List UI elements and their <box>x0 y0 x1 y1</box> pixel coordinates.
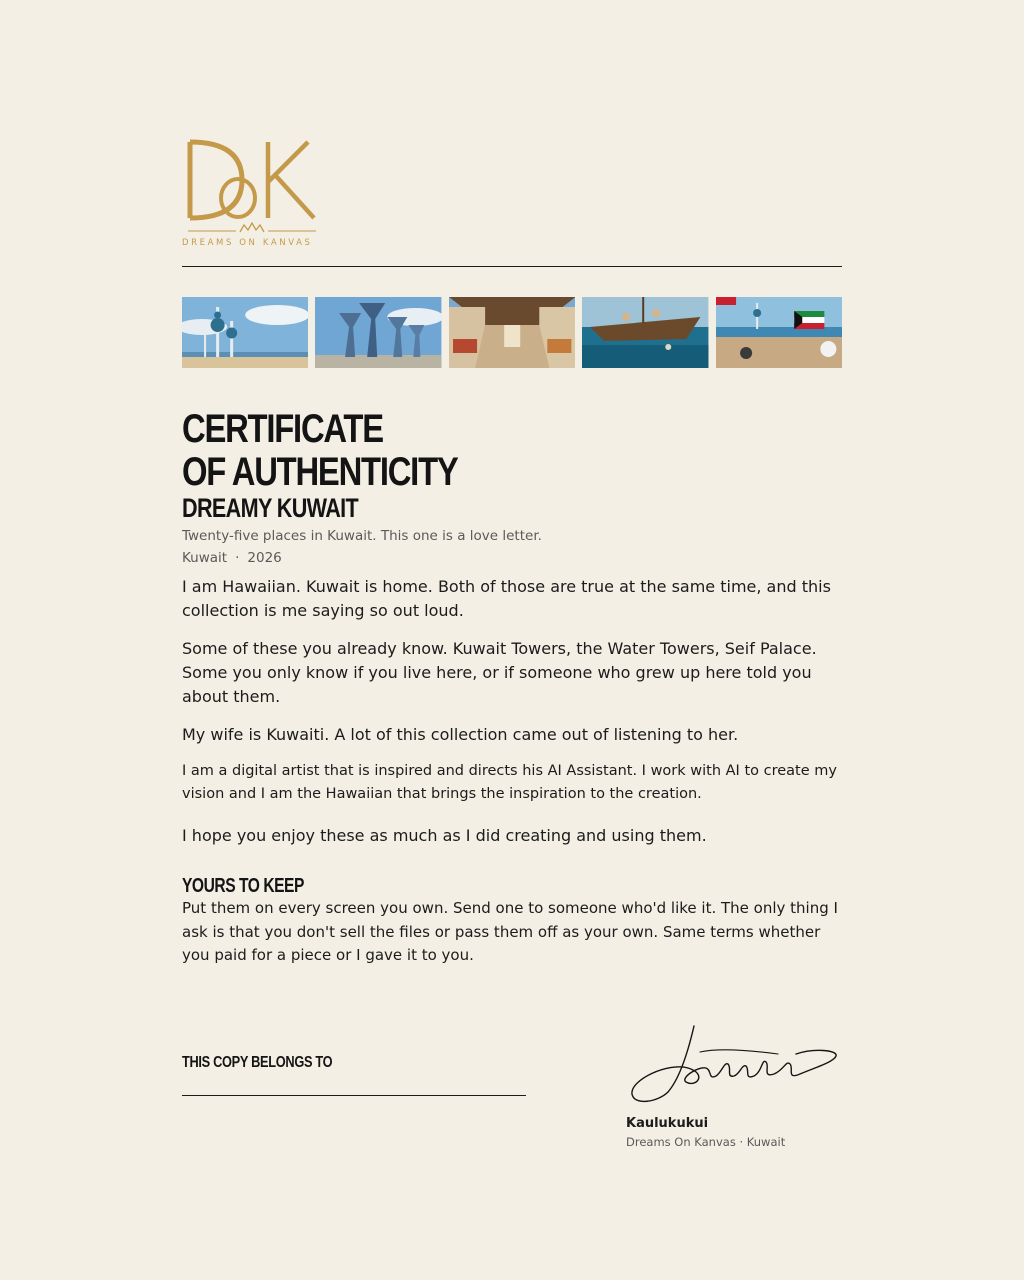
meta-year: 2026 <box>247 550 282 566</box>
thumb-kuwait-towers <box>182 297 308 368</box>
body-paragraph-1: I am Hawaiian. Kuwait is home. Both of those are true at the same time, and this collection is me saying so out loud. <box>182 577 831 620</box>
thumb-souq-market <box>449 297 575 368</box>
signer-name: Kaulukukui <box>626 1116 709 1131</box>
title-line-1: CERTIFICATE <box>182 407 383 451</box>
signer-subtitle: Dreams On Kanvas · Kuwait <box>626 1135 786 1149</box>
meta-location: Kuwait <box>182 550 228 566</box>
meta-separator: · <box>235 550 240 566</box>
body-paragraph-4: I am a digital artist that is inspired and directs his AI Assistant. I work with AI to create my vision and I am the Hawaiian that brings the inspiration to the creation. <box>182 763 837 802</box>
owner-name-line[interactable] <box>182 1095 526 1096</box>
gallery-strip <box>182 297 842 368</box>
thumb-dhow-boat <box>582 297 708 368</box>
dok-monogram-icon <box>182 132 322 250</box>
license-heading: YOURS TO KEEP <box>182 875 304 897</box>
collection-tagline: Twenty-five places in Kuwait. This one is a love letter. <box>182 528 542 544</box>
certificate-page <box>182 0 842 1280</box>
body-paragraph-5: I hope you enjoy these as much as I did creating and using them. <box>182 826 707 845</box>
header-divider <box>182 266 842 267</box>
license-text: Put them on every screen you own. Send one to someone who'd like it. The only thing I ask is that you don't sell the files or pass them off as your own. Same terms whether you paid for a piece or I gave it to you. <box>182 899 838 964</box>
body-paragraph-2: Some of these you already know. Kuwait Towers, the Water Towers, Seif Palace. Some you only know if you live here, or if someone who grew up here told you about them. <box>182 639 817 706</box>
brand-logo <box>182 132 322 250</box>
body-paragraph-3: My wife is Kuwaiti. A lot of this collection came out of listening to her. <box>182 725 739 744</box>
collection-meta <box>182 550 282 566</box>
thumb-national-celebration <box>716 297 842 368</box>
owner-label: THIS COPY BELONGS TO <box>182 1054 333 1071</box>
brand-name: DREAMS ON KANVAS <box>182 238 313 248</box>
title-line-2: OF AUTHENTICITY <box>182 450 458 494</box>
collection-name: DREAMY KUWAIT <box>182 493 359 523</box>
thumb-water-towers <box>315 297 441 368</box>
certificate-title <box>182 408 458 494</box>
signature-image <box>628 1022 842 1108</box>
